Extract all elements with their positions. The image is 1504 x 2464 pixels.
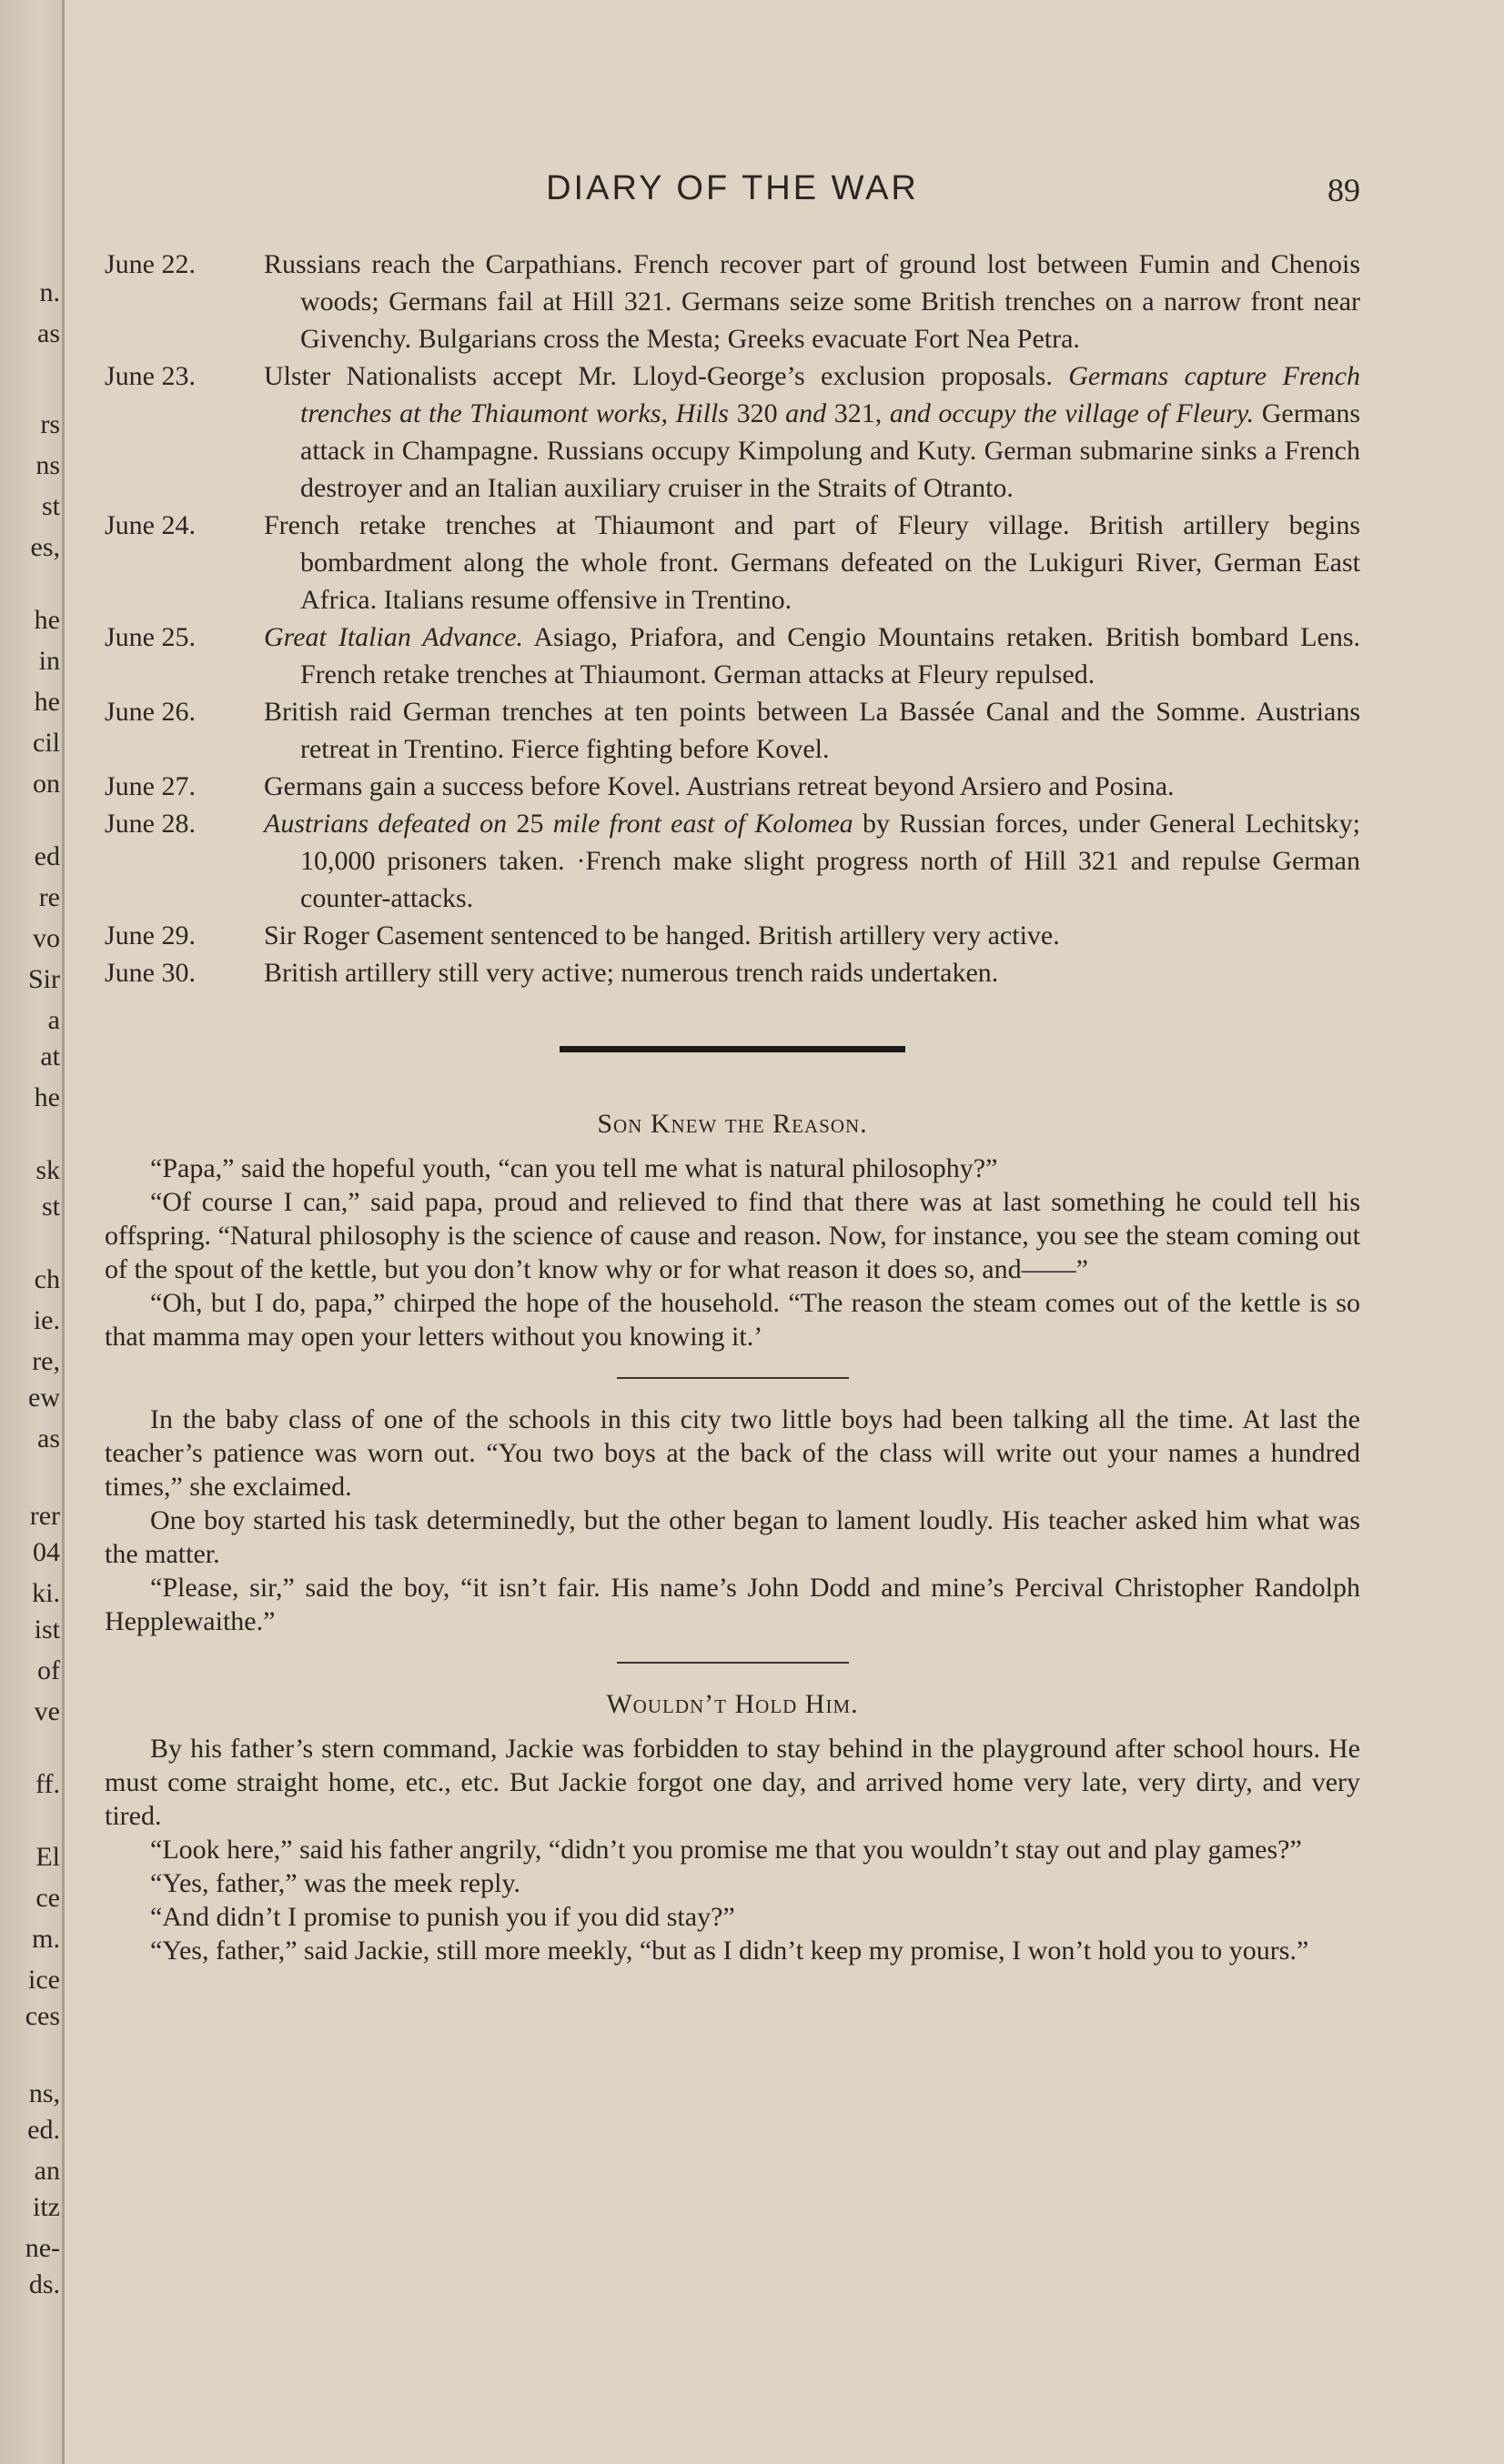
margin-fragment: es, <box>30 532 60 562</box>
margin-fragment: itz <box>33 2192 60 2222</box>
entry-date: June 23. <box>105 361 196 391</box>
diary-entry <box>105 954 1360 991</box>
margin-fragment: rer <box>29 1501 60 1531</box>
entry-date: June 22. <box>105 249 196 279</box>
paragraph: “Yes, father,” said Jackie, still more meekly, “but as I didn’t keep my promise, I won’t hold you to yours.” <box>150 1936 1309 1966</box>
paragraph: “And didn’t I promise to punish you if you did stay?” <box>150 1902 735 1932</box>
margin-fragment: rs <box>40 409 60 439</box>
margin-fragment: vo <box>33 923 60 953</box>
paragraph: “Oh, but I do, papa,” chirped the hope of the household. “The reason the steam comes out of the kettle is so that mamma may open your letters without you knowing it.’ <box>105 1288 1360 1352</box>
text-run: Sir Roger Casement sentenced to be hanged. British artillery very active. <box>264 920 1060 950</box>
entry-date: June 28. <box>105 809 196 839</box>
italic-text: and occupy the village of Fleury. <box>889 398 1255 428</box>
anecdote-wouldnt-hold-him <box>105 1687 1360 1967</box>
margin-fragment: ns, <box>28 2078 60 2108</box>
margin-fragment: as <box>37 318 60 348</box>
margin-fragment: a <box>47 1005 60 1035</box>
margin-fragment: m. <box>32 1924 60 1954</box>
margin-fragment: sk <box>35 1155 60 1185</box>
anecdote-baby-class <box>105 1403 1360 1638</box>
margin-fragment: ice <box>28 1965 60 1995</box>
diary-entry <box>105 507 1360 619</box>
margin-fragment: as <box>37 1423 60 1453</box>
binding-edge <box>62 0 65 2464</box>
text-run: Germans gain a success before Kovel. Austrians retreat beyond Arsiero and Posina. <box>264 771 1175 801</box>
margin-fragment: El <box>35 1842 60 1872</box>
italic-text: mile front east of Kolomea <box>552 809 853 839</box>
diary-entry <box>105 619 1360 693</box>
page-content <box>105 164 1360 1967</box>
entry-text <box>264 768 1360 805</box>
entry-text <box>264 357 1360 507</box>
margin-fragment: he <box>34 605 60 635</box>
italic-text: Great Italian Advance. <box>264 622 524 652</box>
paragraph: “Of course I can,” said papa, proud and relieved to find that there was at last something he could tell his offspring. “Natural philosophy is the science of cause and reason. Now, for instance, you see the steam coming out of the spout of the kettle, but you don’t know why or for what reason it does so, and——” <box>105 1187 1360 1284</box>
margin-fragment: ff. <box>35 1769 60 1799</box>
margin-fragment: ed <box>34 841 60 871</box>
margin-fragment: he <box>34 1082 60 1112</box>
italic-text: and <box>785 398 834 428</box>
margin-fragment: re, <box>32 1346 60 1376</box>
entry-text <box>264 805 1360 917</box>
text-run: British artillery still very active; numerous trench raids undertaken. <box>264 958 999 988</box>
entry-date: June 29. <box>105 920 196 950</box>
running-title: DIARY OF THE WAR <box>546 169 919 207</box>
italic-text: Germans capture French trenches at the Thiaumont works, Hills <box>300 361 1360 428</box>
margin-fragment: ed. <box>27 2115 60 2145</box>
margin-fragment: of <box>37 1655 60 1685</box>
anecdote-son-knew-the-reason <box>105 1107 1360 1353</box>
margin-fragment: 04 <box>33 1537 60 1567</box>
entry-date: June 24. <box>105 510 196 540</box>
diary-entry <box>105 768 1360 805</box>
diary-entry <box>105 917 1360 954</box>
margin-fragment: at <box>40 1041 60 1071</box>
text-run: 321, <box>833 398 890 428</box>
text-run: Russians reach the Carpathians. French recover part of ground lost between Fumin and Chenois woods; Germans fail at Hill 321. Germans seize some British trenches on a narrow front near Givenchy. Bulgarians cross the Mesta; Greeks evacuate Fort Nea Petra. <box>264 249 1360 354</box>
entry-text <box>264 693 1360 768</box>
margin-fragment: he <box>34 687 60 717</box>
anecdote-title: Son Knew the Reason. <box>597 1109 868 1139</box>
margin-fragment: an <box>34 2156 60 2186</box>
entry-text <box>264 507 1360 619</box>
entry-date: June 30. <box>105 958 196 988</box>
anecdote-title: Wouldn’t Hold Him. <box>606 1689 859 1719</box>
paragraph: One boy started his task determinedly, but the other began to lament loudly. His teacher asked him what was the matter. <box>105 1505 1360 1569</box>
diary-entry <box>105 357 1360 507</box>
margin-fragment: ces <box>25 2001 60 2031</box>
paragraph: “Look here,” said his father angrily, “didn’t you promise me that you wouldn’t stay out and play games?” <box>150 1835 1302 1865</box>
anecdote-divider <box>617 1377 849 1379</box>
margin-fragment: in <box>38 646 60 676</box>
margin-fragment: n. <box>39 277 60 307</box>
margin-fragment: ch <box>34 1264 60 1294</box>
text-run: 25 <box>516 809 553 839</box>
margin-fragment: ie. <box>33 1305 60 1335</box>
entry-date: June 25. <box>105 622 196 652</box>
paragraph: “Yes, father,” was the meek reply. <box>150 1868 520 1898</box>
paragraph: By his father’s stern command, Jackie was forbidden to stay behind in the playground after school hours. He must come straight home, etc., etc. But Jackie forgot one day, and arrived home very late, very dirty, and very tired. <box>105 1734 1360 1831</box>
anecdote-divider <box>617 1662 849 1664</box>
text-run: Germans attack in Champagne. Russians occupy Kimpolung and Kuty. German submarine sinks a French destroyer and an Italian auxiliary cruiser in the Straits of Otranto. <box>300 398 1361 503</box>
entry-date: June 26. <box>105 697 196 727</box>
margin-fragment: ds. <box>28 2269 60 2299</box>
entry-text <box>264 954 1360 991</box>
margin-fragment: ve <box>34 1696 60 1726</box>
diary-entry <box>105 246 1360 357</box>
diary-entry <box>105 805 1360 917</box>
margin-fragment: ew <box>28 1383 60 1413</box>
section-divider <box>560 1046 905 1052</box>
entry-text <box>264 619 1360 693</box>
text-run: French retake trenches at Thiaumont and part of Fleury village. British artillery begins bombardment along the whole front. Germans defeated on the Lukiguri River, German East Africa. Italians resume offensive in Trentino. <box>264 510 1360 615</box>
margin-fragment: st <box>41 491 60 521</box>
paragraph: In the baby class of one of the schools in this city two little boys had been talking all the time. At last the teacher’s patience was worn out. “You two boys at the back of the class will write out your names a hundred times,” she exclaimed. <box>105 1404 1360 1502</box>
text-run: Ulster Nationalists accept Mr. Lloyd-George’s exclusion proposals. <box>264 361 1069 391</box>
margin-fragment: Sir <box>27 964 60 994</box>
text-run: British raid German trenches at ten points between La Bassée Canal and the Somme. Austrians retreat in Trentino. Fierce fighting before Kovel. <box>264 697 1360 764</box>
entry-date: June 27. <box>105 771 196 801</box>
paragraph: “Please, sir,” said the boy, “it isn’t fair. His name’s John Dodd and mine’s Percival Christopher Randolph Hepplewaithe.” <box>105 1573 1360 1636</box>
margin-fragment: ce <box>35 1883 60 1913</box>
text-run: 320 <box>736 398 786 428</box>
page-number: 89 <box>1327 172 1360 208</box>
margin-fragment: ist <box>34 1614 60 1644</box>
margin-fragment: cil <box>33 728 60 758</box>
text-run: Asiago, Priafora, and Cengio Mountains retaken. British bombard Lens. French retake trenches at Thiaumont. German attacks at Fleury repulsed. <box>300 622 1360 689</box>
margin-fragment: ns <box>35 450 60 480</box>
running-header <box>105 164 1360 218</box>
margin-fragment: ki. <box>32 1578 60 1608</box>
diary-entries <box>105 246 1360 991</box>
italic-text: Austrians defeated on <box>264 809 517 839</box>
margin-fragment: st <box>41 1192 60 1222</box>
margin-fragment: re <box>38 882 60 912</box>
diary-entry <box>105 693 1360 768</box>
entry-text <box>264 917 1360 954</box>
margin-fragment: ne- <box>25 2233 60 2263</box>
text-run: by Russian forces, under General Lechitsky; 10,000 prisoners taken. ·French make slight progress north of Hill 321 and repulse German counter-attacks. <box>300 809 1360 913</box>
paragraph: “Papa,” said the hopeful youth, “can you tell me what is natural philosophy?” <box>150 1153 998 1183</box>
margin-fragment: on <box>33 769 60 799</box>
entry-text <box>264 246 1360 357</box>
